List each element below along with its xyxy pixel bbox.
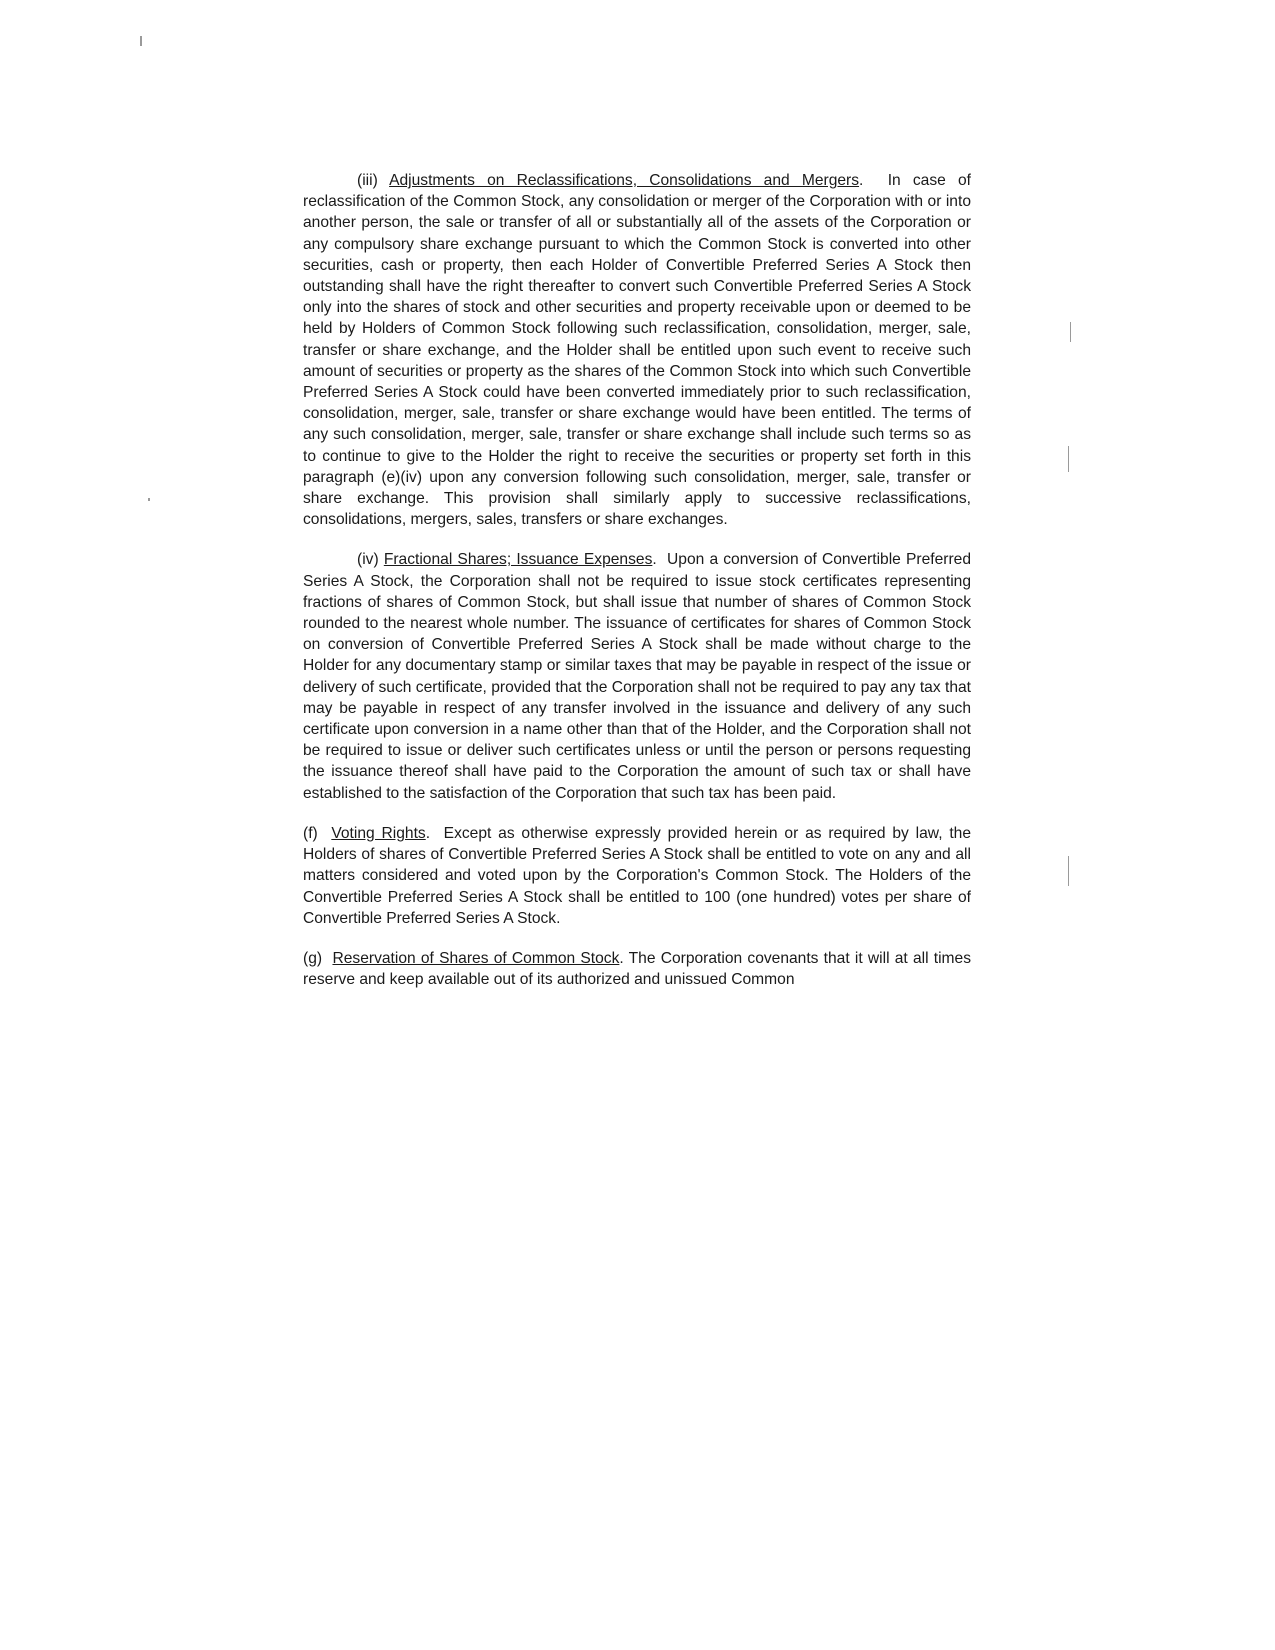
scan-speck: [140, 36, 142, 46]
scan-speck: [148, 498, 150, 501]
section-iii-adjustments: (iii) Adjustments on Reclassifications, Consolidations and Mergers. In case of reclassification of the Common Stock, any consolidation or merger of the Corporation with or into another person, the sale or transfer of all or substantially all of the assets of the Corporation or any compulsory share exchange pursuant to which the Common Stock is converted into other securities, cash or property, then each Holder of Convertible Preferred Series A Stock then outstanding shall have the right thereafter to convert such Convertible Preferred Series A Stock only into the shares of stock and other securities and property receivable upon or deemed to be held by Holders of Common Stock following such reclassification, consolidation, merger, sale, transfer or share exchange, and the Holder shall be entitled upon such event to receive such amount of securities or property as the shares of the Common Stock into which such Convertible Preferred Series A Stock could have been converted immediately prior to such reclassification, consolidation, merger, sale, transfer or share exchange would have been entitled. The terms of any such consolidation, merger, sale, transfer or share exchange shall include such terms so as to continue to give to the Holder the right to receive the securities or property set forth in this paragraph (e)(iv) upon any conversion following such consolidation, merger, sale, transfer or share exchange. This provision shall similarly apply to successive reclassifications, consolidations, mergers, sales, transfers or share exchanges.: [303, 172, 971, 529]
section-f-label: (f): [303, 824, 318, 842]
section-f-body: Except as otherwise expressly provided herein or as required by law, the Holders of shares of Convertible Preferred Series A Stock shall be entitled to vote on any and all matters considered and voted upon by the Corporation's Common Stock. The Holders of the Convertible Preferred Series A Stock shall be entitled to 100 (one hundred) votes per share of Convertible Preferred Series A Stock.: [303, 824, 972, 927]
section-g-body: The Corporation covenants that it will at all times reserve and keep available out of its authorized and unissued Common: [303, 949, 972, 989]
scan-speck: [1068, 446, 1069, 472]
section-iii-body: In case of reclassification of the Common Stock, any consolidation or merger of the Corporation with or into another person, the sale or transfer of all or substantially all of the assets of the Corporation or any compulsory share exchange pursuant to which the Common Stock is converted into other securities, cash or property, then each Holder of Convertible Preferred Series A Stock then outstanding shall have the right thereafter to convert such Convertible Preferred Series A Stock only into the shares of stock and other securities and property receivable upon or deemed to be held by Holders of Common Stock following such reclassification, consolidation, merger, sale, transfer or share exchange, and the Holder shall be entitled upon such event to receive such amount of securities or property as the shares of the Common Stock into which such Convertible Preferred Series A Stock could have been converted immediately prior to such reclassification, consolidation, merger, sale, transfer or share exchange would have been entitled. The terms of any such consolidation, merger, sale, transfer or share exchange shall include such terms so as to continue to give to the Holder the right to receive the securities or property set forth in this paragraph (e)(iv) upon any conversion following such consolidation, merger, sale, transfer or share exchange. This provision shall similarly apply to successive reclassifications, consolidations, mergers, sales, transfers or share exchanges.: [303, 172, 971, 529]
section-f-voting-rights: (f) Voting Rights. Except as otherwise expressly provided herein or as required by law, the Holders of shares of Convertible Preferred Series A Stock shall be entitled to vote on any and all matters considered and voted upon by the Corporation's Common Stock. The Holders of the Convertible Preferred Series A Stock shall be entitled to 100 (one hundred) votes per share of Convertible Preferred Series A Stock.: [303, 824, 972, 927]
section-iv-label: (iv): [357, 551, 379, 569]
section-iii-heading: Adjustments on Reclassifications, Consolidations and Mergers: [389, 172, 860, 189]
section-iv-body: Upon a conversion of Convertible Preferred Series A Stock, the Corporation shall not be required to issue stock certificates representing fractions of shares of Common Stock, but shall issue that number of shares of Common Stock rounded to the nearest whole number. The issuance of certificates for shares of Common Stock on conversion of Convertible Preferred Series A Stock shall be made without charge to the Holder for any documentary stamp or similar taxes that may be payable in respect of the issue or delivery of such certificate, provided that the Corporation shall not be required to pay any tax that may be payable in respect of any transfer involved in the issuance and delivery of any such certificate upon conversion in a name other than that of the Holder, and the Corporation shall not be required to issue or deliver such certificates unless or until the person or persons requesting the issuance thereof shall have paid to the Corporation the amount of such tax or shall have established to the satisfaction of the Corporation that such tax has been paid.: [303, 551, 972, 802]
scan-speck: [1070, 322, 1071, 342]
section-iii-label: (iii): [357, 172, 378, 189]
scan-speck: [1068, 856, 1069, 886]
section-f-heading: Voting Rights: [331, 824, 426, 842]
section-g-heading: Reservation of Shares of Common Stock: [332, 949, 620, 967]
document-body: [303, 170, 971, 1009]
section-g-label: (g): [303, 949, 323, 967]
section-iv-heading: Fractional Shares; Issuance Expenses: [383, 551, 653, 569]
section-iv-fractional-shares: (iv) Fractional Shares; Issuance Expenses. Upon a conversion of Convertible Preferred Series A Stock, the Corporation shall not be required to issue stock certificates representing fractions of shares of Common Stock, but shall issue that number of shares of Common Stock rounded to the nearest whole number. The issuance of certificates for shares of Common Stock on conversion of Convertible Preferred Series A Stock shall be made without charge to the Holder for any documentary stamp or similar taxes that may be payable in respect of the issue or delivery of such certificate, provided that the Corporation shall not be required to pay any tax that may be payable in respect of any transfer involved in the issuance and delivery of any such certificate upon conversion in a name other than that of the Holder, and the Corporation shall not be required to issue or deliver such certificates unless or until the person or persons requesting the issuance thereof shall have paid to the Corporation the amount of such tax or shall have established to the satisfaction of the Corporation that such tax has been paid.: [303, 551, 972, 802]
section-g-reservation: (g) Reservation of Shares of Common Stock. The Corporation covenants that it will at all times reserve and keep available out of its authorized and unissued Common: [303, 949, 972, 989]
